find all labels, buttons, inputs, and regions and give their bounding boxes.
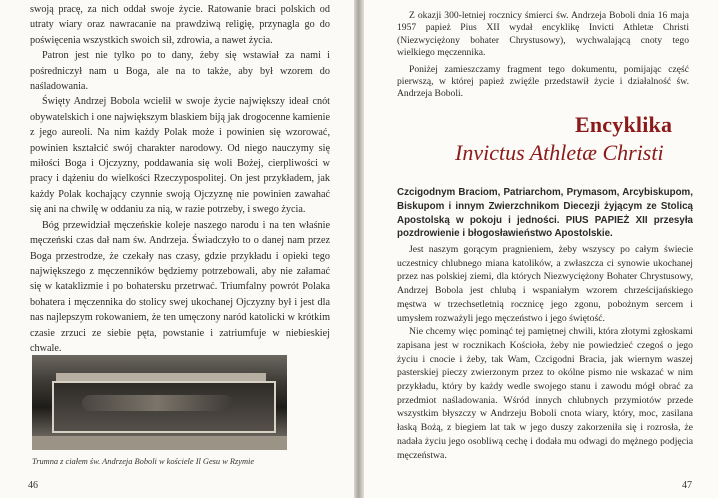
body-paragraph-1: Jest naszym gorącym pragnieniem, żeby wszyscy po całym świecie uczestnicy chlubnego miana katolików, a zwłaszcza ci synowie ukochanej przez nas polskiej ziemi, dla których Niezwyciężony Bohater Chrystusowy, Andrzej Bobola jest chlubą i wspaniałym wzorem chrześcijańskiego męstwa w trzechsetletnią rocznicę jego zgonu, pobożnym sercem i umysłem rozważyli jego męczeństwo i jego świętość.: [397, 244, 693, 324]
salutation-lead: Czcigodnym Braciom, Patriarchom, Prymasom, Arcybiskupom, Biskupom i innym Zwierzchnikom Diecezji żyjącym ze Stolicą Apostolską w pokoju i jedności. PIUS PAPIEŻ XII przesyła pozdrowienie i błogosławieństwo Apostolskie.: [397, 187, 693, 240]
page-number-right: 47: [682, 480, 692, 491]
left-paragraph-3: Święty Andrzej Bobola wcielił w swoje życie największy ideał cnót obywatelskich i one największym blaskiem biją jak drogocenne kamienie z jego aureoli. Na nim każdy Polak może i powinien się wzorować, powinien kształcić swój charakter narodowy. Od niego nauczymy się miłości Boga i Ojczyzny, poddawania się woli Bożej, cierpliwości w pracy i dążeniu do wielkości Rzeczypospolitej. On jest przykładem, jak każdy Polak kochający czynnie swoją Ojczyznę nie powinien zawahać się ani na chwilę w oddaniu za nią, w razie potrzeby, i swego życia.: [30, 96, 330, 216]
intro-paragraph-2: Poniżej zamieszczamy fragment tego dokumentu, pomijając część pierwszą, w której papież zwięźle przedstawił życie i działalność św. Andrzeja Boboli.: [397, 63, 689, 100]
book-gutter: [354, 0, 364, 498]
left-paragraph-2: Patron jest nie tylko po to dany, żeby się wstawiał za nami i pośredniczył nam u Boga, ale na to także, aby był wzorem do naśladowania.: [30, 50, 330, 93]
intro-paragraph-1: Z okazji 300-letniej rocznicy śmierci św. Andrzeja Boboli dnia 16 maja 1957 papież Pius XII wydał encyklikę Invicti Athletæ Christi (Niezwyciężony bohater Chrystusowy), wychwalającą cnoty tego wielkiego męczennika.: [397, 10, 689, 59]
coffin-photo: [32, 355, 287, 450]
saint-relics: [82, 395, 232, 411]
photo-floor: [32, 436, 287, 450]
page-number-left: 46: [28, 480, 38, 491]
right-body-text: [397, 243, 693, 462]
left-page-text: [30, 2, 330, 356]
encyclical-title: Encyklika: [575, 112, 673, 137]
encyclical-subtitle: Invictus Athletæ Christi: [455, 140, 664, 165]
photo-caption: Trumna z ciałem św. Andrzeja Boboli w kościele Il Gesu w Rzymie: [32, 457, 255, 466]
left-paragraph-1: swoją pracę, za nich oddał swoje życie. Ratowanie braci polskich od utraty wiary oraz nawracanie na prawdziwą religię, przynagla go do poświęcenia wszystkich swoich sił, zdrowia, a nawet życia.: [30, 4, 330, 46]
left-paragraph-4: Bóg przewidział męczeńskie koleje naszego narodu i na ten właśnie męczeński czas dał nam św. Andrzeja. Świadczyło to o danej nam przez Boga przestrodze, że czekały nas czasy, gdzie przykładu i opieki tego największego z męczenników będziemy potrzebowali, aby nie załamać się w kataklizmie i po bohatersku przetrwać. Triumfalny powrót Polaka bohatera i męczennika do stolicy swej ukochanej Ojczyzny był i jest dla nas najlepszym rokowaniem, że ten umęczony naród katolicki w krótkim czasie zrzuci ze siebie pęta, powstanie i zatriumfuje w niebieskiej chwale.: [30, 219, 330, 354]
right-intro: [397, 10, 689, 105]
body-paragraph-2: Nie chcemy więc pominąć tej pamiętnej chwili, która złotymi zgłoskami zapisana jest w rocznikach Kościoła, żeby nie powiedzieć czegoś o jego życiu i cnocie i żeby, tak Wam, Czcigodni Bracia, jak wiernym waszej pasterskiej pieczy zwierzonym przez to okólne pismo nie wskazać w nim przykładu, który by każdy wedle swojego stanu i zawodu mógł obrać za przedmiot naśladowania. Wśród innych chlubnych przymiotów przede wszystkim błyszczy w Andrzeju Boboli cnota wiary, który, moc, zasilana łaską Bożą, z biegiem lat tak w jego duszy zakorzeniła się i rozrosła, że nadała życiu jego osobliwą cechę i dodała mu odwagi do mężnego podjęcia męczeństwa.: [397, 326, 693, 461]
